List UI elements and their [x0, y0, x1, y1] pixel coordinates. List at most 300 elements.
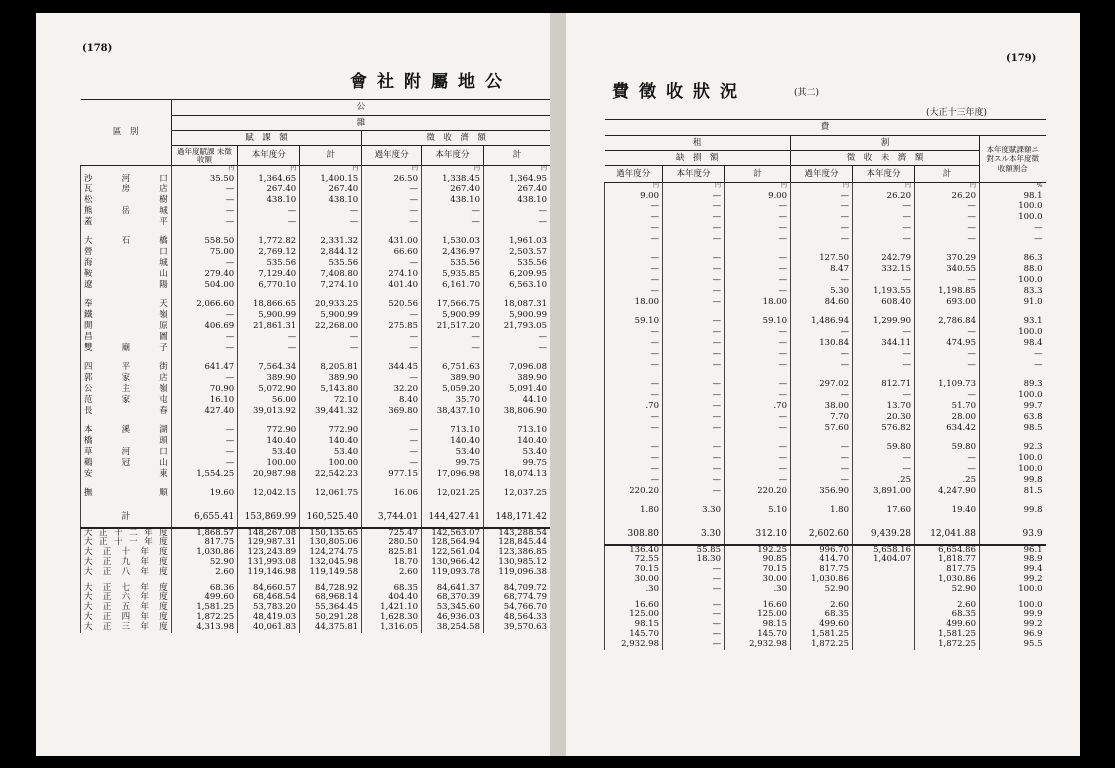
cell-value: 75.00: [171, 248, 237, 259]
year-value: 5,658.16: [853, 545, 915, 555]
cell-value: 53.40: [238, 448, 300, 459]
left-top-header: 公: [356, 102, 366, 113]
cell-value: 17,096.98: [421, 470, 483, 481]
year-value: 145.70: [605, 630, 663, 640]
cell-value: —: [915, 465, 980, 476]
cell-value: —: [791, 328, 853, 339]
year-value: 119,093.78: [421, 568, 483, 578]
total-value: 2,602.60: [791, 525, 853, 545]
cell-value: —: [663, 391, 725, 402]
region-label: 松 樹: [81, 196, 172, 207]
cell-value: —: [421, 218, 483, 229]
total-row: [605, 525, 1046, 545]
table-row: [605, 350, 1046, 361]
year-value: —: [663, 610, 725, 620]
cell-value: —: [483, 333, 550, 344]
year-value: 130,966.42: [421, 558, 483, 568]
cell-value: 693.00: [915, 298, 980, 309]
group-gap: [605, 434, 1046, 443]
year-label: 大正九年度: [81, 558, 172, 568]
cell-value: —: [663, 413, 725, 424]
cell-value: 1,400.15: [300, 175, 362, 186]
year-value: .30: [605, 585, 663, 595]
left-table: [80, 99, 550, 633]
cell-value: 1,530.03: [421, 237, 483, 248]
cell-value: —: [725, 413, 791, 424]
cell-value: —: [300, 207, 362, 218]
cell-value: 1,961.03: [483, 237, 550, 248]
cell-value: —: [725, 235, 791, 246]
year-value: —: [663, 640, 725, 650]
cell-value: —: [300, 344, 362, 355]
year-value: 123,386.85: [483, 548, 550, 558]
cell-value: 59.80: [915, 443, 980, 454]
year-value: 132,045.98: [300, 558, 362, 568]
year-value: 131,993.08: [238, 558, 300, 568]
cell-value: —: [725, 202, 791, 213]
cell-value: 713.10: [483, 426, 550, 437]
cell-value: 3,891.00: [853, 487, 915, 498]
col-header: 計: [512, 150, 522, 161]
cell-value: —: [605, 454, 663, 465]
col-header: 計: [326, 150, 335, 161]
year-value: 84,660.57: [238, 578, 300, 593]
cell-value: 1,772.82: [238, 237, 300, 248]
cell-value: —: [725, 380, 791, 391]
cell-value: 427.40: [171, 407, 237, 418]
year-value: —: [663, 585, 725, 595]
cell-value: —: [171, 374, 237, 385]
cell-value: 1,299.90: [853, 317, 915, 328]
cell-value: —: [362, 459, 422, 470]
cell-value: 267.40: [483, 185, 550, 196]
cell-value: —: [362, 437, 422, 448]
unit-cell: 円: [362, 166, 422, 175]
cell-value: —: [915, 350, 980, 361]
cell-value: 344.11: [853, 339, 915, 350]
cell-value: 53.40: [300, 448, 362, 459]
col-header: 計: [942, 168, 952, 179]
cell-value: —: [853, 328, 915, 339]
cell-value: —: [725, 424, 791, 435]
cell-value: 59.80: [853, 443, 915, 454]
cell-value: —: [663, 276, 725, 287]
cell-value: —: [915, 454, 980, 465]
region-label: 安 東: [81, 470, 172, 481]
table-row: [605, 402, 1046, 413]
cell-value: —: [663, 465, 725, 476]
cell-value: —: [853, 391, 915, 402]
table-row: [81, 459, 551, 470]
cell-value: 812.71: [853, 380, 915, 391]
cell-value: 389.90: [238, 374, 300, 385]
table-row: [605, 361, 1046, 372]
cell-value: 12,061.75: [300, 489, 362, 500]
year-value: 68.36: [171, 578, 237, 593]
cell-value: —: [915, 391, 980, 402]
cell-value: 6,770.10: [238, 281, 300, 292]
year-value: 70.15: [605, 565, 663, 575]
region-label: 長 春: [81, 407, 172, 418]
cell-value: 16.10: [171, 396, 237, 407]
cell-value: 1,554.25: [171, 470, 237, 481]
cell-value: 98.5: [980, 424, 1046, 435]
year-value: 119,149.58: [300, 568, 362, 578]
collected-header: 徵 收 濟 額: [426, 132, 486, 143]
region-label: 鞍 山: [81, 270, 172, 281]
year-value: 1,581.25: [791, 630, 853, 640]
year-value: 136.40: [605, 545, 663, 555]
cell-value: 8.47: [791, 265, 853, 276]
year-row: [81, 578, 551, 593]
gap-cell: [81, 500, 172, 508]
cell-value: —: [605, 202, 663, 213]
table-row: [605, 339, 1046, 350]
year-label: 大正十二年度: [81, 528, 172, 538]
cell-value: —: [421, 333, 483, 344]
year-value: 1,868.57: [171, 528, 237, 538]
left-page-title: 會社附屬地公: [350, 72, 512, 92]
total-value: 9,439.28: [853, 525, 915, 545]
cell-value: —: [663, 350, 725, 361]
cell-value: —: [483, 218, 550, 229]
cell-value: —: [663, 287, 725, 298]
cell-value: 26.20: [853, 192, 915, 203]
gap-cell: [853, 517, 915, 525]
cell-value: 772.90: [300, 426, 362, 437]
year-value: 48,419.03: [238, 613, 300, 623]
cell-value: 275.85: [362, 322, 422, 333]
cell-value: 38,806.90: [483, 407, 550, 418]
cell-value: —: [791, 276, 853, 287]
left-page-number: (178): [82, 43, 113, 54]
cell-value: 6,563.10: [483, 281, 550, 292]
cell-value: 356.90: [791, 487, 853, 498]
cell-value: 100.0: [980, 202, 1046, 213]
region-label: 撫 順: [81, 489, 172, 500]
cell-value: 220.20: [605, 487, 663, 498]
cell-value: 22,542.23: [300, 470, 362, 481]
cell-value: 81.5: [980, 487, 1046, 498]
year-value: 99.2: [980, 575, 1046, 585]
cell-value: 21,861.31: [238, 322, 300, 333]
cell-value: —: [605, 380, 663, 391]
cell-value: 5,900.99: [238, 311, 300, 322]
year-value: [853, 610, 915, 620]
table-row: [605, 235, 1046, 246]
region-label: 大石橋: [81, 237, 172, 248]
cell-value: 12,042.15: [238, 489, 300, 500]
year-value: 84,641.37: [421, 578, 483, 593]
cell-value: 17,566.75: [421, 300, 483, 311]
gap-cell: [362, 500, 422, 508]
cell-value: 89.3: [980, 380, 1046, 391]
region-label: 奉 天: [81, 300, 172, 311]
year-label: 大正五年度: [81, 603, 172, 613]
year-row: [605, 595, 1046, 610]
cell-value: 438.10: [483, 196, 550, 207]
cell-value: 99.8: [980, 506, 1046, 517]
cell-value: 332.15: [853, 265, 915, 276]
cell-value: 535.56: [483, 259, 550, 270]
cell-value: 127.50: [791, 254, 853, 265]
cell-value: —: [725, 265, 791, 276]
table-row: [605, 487, 1046, 498]
cell-value: 16.06: [362, 489, 422, 500]
year-label: 大正四年度: [81, 613, 172, 623]
year-value: 1,316.05: [362, 623, 422, 633]
cell-value: —: [171, 259, 237, 270]
cell-value: —: [915, 276, 980, 287]
year-value: 825.81: [362, 548, 422, 558]
year-value: 84,728.92: [300, 578, 362, 593]
cell-value: 18,087.31: [483, 300, 550, 311]
year-label: 大正八年度: [81, 568, 172, 578]
cell-value: 406.69: [171, 322, 237, 333]
year-value: [853, 640, 915, 650]
cell-value: —: [605, 254, 663, 265]
cell-value: —: [663, 202, 725, 213]
total-value: 144,427.41: [421, 508, 483, 528]
cell-value: 340.55: [915, 265, 980, 276]
cell-value: 535.56: [421, 259, 483, 270]
cell-value: 274.10: [362, 270, 422, 281]
cell-value: 1,198.85: [915, 287, 980, 298]
year-value: 125.00: [725, 610, 791, 620]
total-value: 6,655.41: [171, 508, 237, 528]
cell-value: —: [663, 402, 725, 413]
gap-cell: [725, 517, 791, 525]
year-value: 44,375.81: [300, 623, 362, 633]
cell-value: —: [725, 224, 791, 235]
cell-value: 431.00: [362, 237, 422, 248]
cell-value: 6,751.63: [421, 363, 483, 374]
year-row: [605, 585, 1046, 595]
cell-value: 140.40: [421, 437, 483, 448]
table-row: [605, 476, 1046, 487]
region-label: 鷄冠山: [81, 459, 172, 470]
cell-value: 5,900.99: [421, 311, 483, 322]
cell-value: —: [171, 196, 237, 207]
year-value: 817.75: [171, 538, 237, 548]
cell-value: —: [171, 437, 237, 448]
cell-value: —: [362, 218, 422, 229]
cell-value: 57.60: [791, 424, 853, 435]
cell-value: 84.60: [791, 298, 853, 309]
region-label: 雙廟子: [81, 344, 172, 355]
cell-value: 1.80: [791, 506, 853, 517]
cell-value: 86.3: [980, 254, 1046, 265]
cell-value: 140.40: [300, 437, 362, 448]
cell-value: 370.29: [915, 254, 980, 265]
region-label: 草河口: [81, 448, 172, 459]
table-row: [605, 317, 1046, 328]
cell-value: 4,247.90: [915, 487, 980, 498]
cell-value: —: [853, 224, 915, 235]
cell-value: —: [725, 254, 791, 265]
cell-value: —: [362, 344, 422, 355]
table-row: [605, 443, 1046, 454]
cell-value: —: [362, 374, 422, 385]
cell-value: 1,338.45: [421, 175, 483, 186]
cell-value: 35.70: [421, 396, 483, 407]
cell-value: 2,786.84: [915, 317, 980, 328]
cell-value: 9.00: [605, 192, 663, 203]
total-value: 312.10: [725, 525, 791, 545]
year-value: 16.60: [605, 595, 663, 610]
cell-value: 72.10: [300, 396, 362, 407]
year-label: 大正三年度: [81, 623, 172, 633]
cell-value: 21,793.05: [483, 322, 550, 333]
cell-value: 279.40: [171, 270, 237, 281]
cell-value: 438.10: [300, 196, 362, 207]
region-label: 熊岳城: [81, 207, 172, 218]
cell-value: —: [362, 196, 422, 207]
cell-value: .70: [605, 402, 663, 413]
cell-value: —: [171, 218, 237, 229]
unit-cell: 円: [300, 166, 362, 175]
cell-value: 2,769.12: [238, 248, 300, 259]
cell-value: —: [663, 339, 725, 350]
cell-value: 2,436.97: [421, 248, 483, 259]
cell-value: —: [915, 213, 980, 224]
table-row: [605, 465, 1046, 476]
cell-value: —: [605, 287, 663, 298]
cell-value: 438.10: [238, 196, 300, 207]
cell-value: 100.0: [980, 391, 1046, 402]
gap-cell: [605, 517, 663, 525]
cell-value: —: [725, 454, 791, 465]
region-label: 遼 陽: [81, 281, 172, 292]
year-value: 128,845.44: [483, 538, 550, 548]
cell-value: 5.10: [725, 506, 791, 517]
cell-value: —: [663, 235, 725, 246]
year-value: 119,096.38: [483, 568, 550, 578]
year-value: 817.75: [791, 565, 853, 575]
total-value: 93.9: [980, 525, 1046, 545]
region-label: 開 原: [81, 322, 172, 333]
cell-value: 1.80: [605, 506, 663, 517]
year-value: 1,030.86: [171, 548, 237, 558]
cell-value: 83.3: [980, 287, 1046, 298]
cell-value: 5,935.85: [421, 270, 483, 281]
cell-value: —: [421, 344, 483, 355]
cell-value: 39,013.92: [238, 407, 300, 418]
year-value: 16.60: [725, 595, 791, 610]
cell-value: 369.80: [362, 407, 422, 418]
table-row: [605, 213, 1046, 224]
cell-value: —: [171, 459, 237, 470]
levied-header: 賦 課 額: [245, 132, 288, 143]
year-row: [605, 640, 1046, 650]
right-page-subtitle: (其二): [794, 88, 820, 98]
cell-value: 772.90: [238, 426, 300, 437]
region-label: 橋 頭: [81, 437, 172, 448]
total-value: 3.30: [663, 525, 725, 545]
year-value: 98.9: [980, 555, 1046, 565]
unit-cell: 円: [605, 183, 663, 192]
year-value: 55,364.45: [300, 603, 362, 613]
table-row: [605, 254, 1046, 265]
year-value: 119,146.98: [238, 568, 300, 578]
gap-cell: [238, 500, 300, 508]
cell-value: 140.40: [238, 437, 300, 448]
year-value: 1,581.25: [915, 630, 980, 640]
year-value: 2.60: [915, 595, 980, 610]
cell-value: —: [791, 465, 853, 476]
table-row: [81, 489, 551, 500]
region-label: 營 口: [81, 248, 172, 259]
unit-cell: 円: [915, 183, 980, 192]
col-header: 本年度分: [676, 168, 711, 179]
region-label: 沙河口: [81, 175, 172, 186]
cell-value: —: [605, 224, 663, 235]
table-row: [605, 424, 1046, 435]
year-value: 100.0: [980, 585, 1046, 595]
cell-value: —: [915, 361, 980, 372]
region-label: 鐵 嶺: [81, 311, 172, 322]
cell-value: 220.20: [725, 487, 791, 498]
cell-value: 5,059.20: [421, 385, 483, 396]
cell-value: —: [605, 265, 663, 276]
cell-value: —: [663, 192, 725, 203]
year-value: 4,313.98: [171, 623, 237, 633]
cell-value: —: [171, 185, 237, 196]
cell-value: —: [725, 443, 791, 454]
right-top-header: 費: [820, 122, 830, 133]
cell-value: —: [171, 448, 237, 459]
cell-value: —: [725, 339, 791, 350]
year-value: 499.60: [915, 620, 980, 630]
region-label: 四平街: [81, 363, 172, 374]
cell-value: 267.40: [421, 185, 483, 196]
cell-value: —: [605, 276, 663, 287]
cell-value: —: [980, 350, 1046, 361]
cell-value: —: [663, 454, 725, 465]
cell-value: 13.70: [853, 402, 915, 413]
cell-value: 5,072.90: [238, 385, 300, 396]
cell-value: 608.40: [853, 298, 915, 309]
cell-value: 9.00: [725, 192, 791, 203]
year-value: 52.90: [791, 585, 853, 595]
year-value: 130,985.12: [483, 558, 550, 568]
cell-value: 535.56: [300, 259, 362, 270]
year-value: 99.2: [980, 620, 1046, 630]
cell-value: 98.4: [980, 339, 1046, 350]
year-value: 98.15: [725, 620, 791, 630]
cell-value: 6,209.95: [483, 270, 550, 281]
cell-value: —: [853, 361, 915, 372]
cell-value: —: [725, 328, 791, 339]
total-label: 計: [81, 508, 172, 528]
cell-value: —: [663, 254, 725, 265]
cell-value: —: [605, 443, 663, 454]
cell-value: 98.1: [980, 192, 1046, 203]
cell-value: 267.40: [300, 185, 362, 196]
year-value: —: [663, 595, 725, 610]
cell-value: 18,866.65: [238, 300, 300, 311]
year-value: 143,288.54: [483, 528, 550, 538]
unit-cell: 円: [791, 183, 853, 192]
right-page: [566, 13, 1080, 756]
cell-value: 7,096.08: [483, 363, 550, 374]
year-value: —: [663, 575, 725, 585]
cell-value: 520.56: [362, 300, 422, 311]
gap-cell: [483, 500, 550, 508]
year-value: 30.00: [605, 575, 663, 585]
cell-value: —: [362, 448, 422, 459]
year-value: 1,818.77: [915, 555, 980, 565]
